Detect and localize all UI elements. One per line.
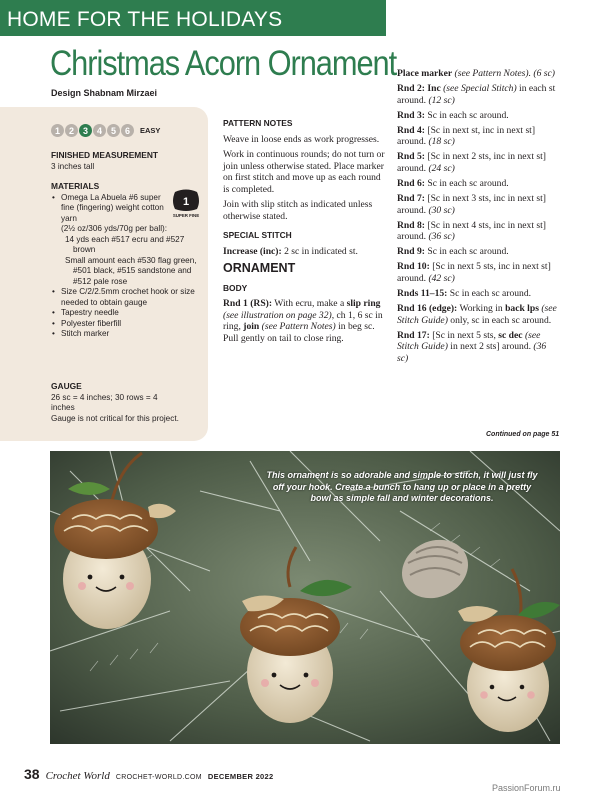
photo-caption: This ornament is so adorable and simple to stitch, it will just fly off your hook. Create a bunch to hang up or place in a pretty bowl as simple fall and winter decorations. — [266, 470, 538, 503]
round-label: Rnd 17: — [397, 329, 430, 341]
gauge-heading: GAUGE — [51, 381, 82, 391]
stitch-count: (12 sc) — [426, 94, 455, 106]
round-label: Rnd 5: — [397, 151, 425, 163]
stitch-count: (30 sc) — [426, 204, 455, 216]
reference: (see Pattern Notes). — [452, 68, 532, 79]
round-1-instruction — [223, 298, 385, 344]
text: [Sc in next 4 sts, inc in next st] around. — [397, 219, 546, 243]
round-instruction — [397, 83, 559, 106]
stitch-count: (24 sc) — [426, 162, 455, 174]
continued-note: Continued on page 51 — [486, 431, 560, 438]
term: join — [243, 321, 260, 332]
pattern-notes-heading: PATTERN NOTES — [223, 118, 293, 128]
materials-item: 14 yds each #517 ecru and #527 brown — [65, 234, 185, 254]
text: in beg sc. Pull gently on tail to close ring. — [223, 321, 375, 344]
magazine-name: Crochet World — [45, 770, 110, 782]
skill-label: EASY — [140, 126, 161, 135]
finished-value: 3 inches tall — [51, 161, 95, 171]
definition: 2 sc in indicated st. — [281, 245, 358, 257]
round-label: Rnd 10: — [397, 261, 430, 273]
reference: (see illustration on page 32) — [223, 309, 332, 321]
column-two — [223, 118, 385, 348]
skill-dot-5: 5 — [107, 124, 120, 137]
special-stitch-def — [223, 246, 385, 258]
finished-measurement — [51, 150, 203, 172]
round-instruction — [397, 193, 559, 216]
materials-item: • Tapestry needle — [51, 308, 203, 319]
materials-item: • Polyester fiberfill — [51, 319, 203, 330]
materials-heading: MATERIALS — [51, 181, 100, 191]
text: in each st around. — [397, 83, 556, 106]
round-label: Rnd 9: — [397, 246, 425, 258]
column-three — [397, 68, 559, 368]
text: only, sc in each sc around. — [447, 314, 552, 326]
materials-item: Small amount each #530 flag green, #501 black, #515 sandstone and #512 pale rose — [65, 255, 197, 286]
text: in next 2 sts] around. — [447, 341, 532, 353]
pattern-note: Join with slip stitch as indicated unless otherwise stated. — [223, 199, 373, 222]
pattern-note: Weave in loose ends as work progresses. — [223, 133, 380, 145]
text: With ecru, make a — [272, 298, 347, 309]
term: sc dec — [498, 329, 523, 341]
gauge-text: 26 sc = 4 inches; 30 rows = 4 inches — [51, 392, 158, 412]
materials-item: • Omega La Abuela #6 super fine (fingering) weight cotton yarn — [51, 193, 169, 225]
text: Sc in each sc around. — [425, 177, 509, 189]
term: slip ring — [346, 298, 381, 309]
page-title: Christmas Acorn Ornament — [50, 44, 397, 83]
skill-dot-3-selected: 3 — [79, 124, 92, 137]
skill-dot-2: 2 — [65, 124, 78, 137]
materials-item: • Size C/2/2.5mm crochet hook or size needed to obtain gauge — [51, 287, 203, 308]
round-instruction — [397, 246, 559, 258]
place-marker-instruction — [397, 68, 559, 80]
text: [Sc in next 5 sts, — [429, 329, 499, 341]
reference: (see Stitch Guide) — [397, 329, 541, 353]
page-footer — [24, 766, 273, 782]
round-instruction — [397, 261, 559, 284]
stitch-count: (42 sc) — [426, 272, 455, 284]
text: [Sc in next 2 sts, inc in next st] around. — [397, 151, 546, 174]
round-label: Rnd 16 (edge): — [397, 303, 458, 315]
text: , ch 1, 6 sc in ring, — [223, 309, 383, 332]
round-16-instruction — [397, 303, 559, 326]
round-label: Rnd 8: — [397, 219, 425, 231]
round-label: Rnd 6: — [397, 177, 425, 189]
reference: (see Special Stitch) — [440, 83, 517, 95]
issue-date: DECEMBER 2022 — [207, 772, 274, 781]
round-label: Rnd 3: — [397, 109, 425, 121]
text: [Sc in next 3 sts, inc in next st] around. — [397, 193, 546, 216]
gauge-note: Gauge is not critical for this project. — [51, 413, 179, 423]
skill-level — [51, 124, 160, 137]
text: Sc in each sc around. — [425, 109, 509, 121]
stitch-count: (6 sc) — [531, 68, 555, 79]
term: Increase (inc): — [223, 245, 282, 257]
term: back lps — [505, 303, 539, 315]
round-label: Rnds 11–15: — [397, 287, 448, 299]
section-label: HOME FOR THE HOLIDAYS — [7, 8, 283, 31]
round-instruction — [397, 125, 559, 148]
round-instruction — [397, 151, 559, 174]
magazine-website: CROCHET-WORLD.COM — [115, 774, 202, 781]
round-instruction — [397, 288, 559, 300]
pattern-note: Work in continuous rounds; do not turn or join unless otherwise stated. Place marker on first stitch and move up as each round is completed. — [223, 149, 385, 195]
ornament-heading: ORNAMENT — [223, 261, 296, 275]
stitch-count: (36 sc) — [397, 341, 547, 364]
skill-dot-4: 4 — [93, 124, 106, 137]
yarn-weight-label: SUPER FINE — [172, 213, 200, 218]
yarn-weight-icon — [170, 188, 202, 218]
skill-dot-6: 6 — [121, 124, 134, 137]
skill-dot-1: 1 — [51, 124, 64, 137]
section-banner — [0, 0, 386, 36]
materials-item: (2½ oz/306 yds/70g per ball): — [61, 224, 168, 233]
text: [Sc in next 5 sts, inc in next st] around. — [397, 261, 551, 284]
round-label: Rnd 4: — [397, 124, 425, 136]
round-label: Rnd 7: — [397, 193, 425, 205]
text: Sc in each sc around. — [447, 287, 532, 299]
round-label: Rnd 2: Inc — [397, 83, 441, 95]
materials-item: • Stitch marker — [51, 329, 203, 340]
round-label: Rnd 1 (RS): — [223, 298, 273, 309]
watermark-text: PassionForum.ru — [492, 783, 561, 793]
term: Place marker — [397, 68, 453, 79]
special-stitch-heading: SPECIAL STITCH — [223, 230, 292, 240]
stitch-count: (36 sc) — [426, 231, 455, 243]
round-instruction — [397, 110, 559, 122]
stitch-count: (18 sc) — [426, 136, 455, 148]
round-instruction — [397, 178, 559, 190]
page-number: 38 — [24, 766, 40, 782]
round-instruction — [397, 220, 559, 243]
round-17-instruction — [397, 330, 559, 365]
gauge-section — [51, 381, 203, 424]
reference: (see Pattern Notes) — [259, 321, 336, 332]
body-heading: BODY — [223, 282, 248, 293]
reference: (see Stitch Guide) — [397, 303, 557, 326]
yarn-weight-number: 1 — [182, 196, 190, 208]
text: Working in — [457, 303, 506, 315]
text: Sc in each sc around. — [425, 246, 509, 258]
finished-heading: FINISHED MEASUREMENT — [51, 150, 159, 160]
designer-credit: Design Shabnam Mirzaei — [51, 88, 158, 98]
text: [Sc in next st, inc in next st] around. — [397, 124, 536, 148]
